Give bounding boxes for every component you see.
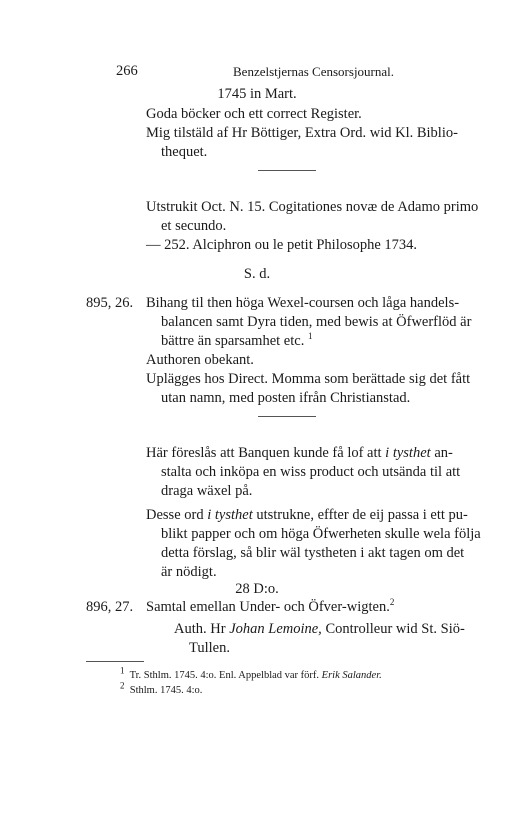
text-line: — 252. Alciphron ou le petit Philosophe 1734. [146, 237, 418, 253]
text-line: stalta och inköpa en wiss product och utsända til att [161, 464, 461, 480]
footnote [120, 665, 382, 682]
text-line: thequet. [161, 144, 208, 160]
page-number: 266 [116, 63, 138, 79]
text-span: utstrukne, effter de eij passa i ett pu- [256, 507, 468, 523]
entry-number: 896, 27. [86, 599, 134, 615]
text-line: blikt papper och om höga Öfwerheten skulle wela följa [161, 526, 481, 542]
text-line: balancen samt Dyra tiden, med bewis at Öfwerflöd är [161, 314, 472, 330]
date-heading: 28 D:o. [235, 581, 279, 597]
entry-number: 895, 26. [86, 295, 134, 311]
text-line: utan namn, med posten ifrån Christianstad. [161, 390, 411, 406]
section-heading-1745: 1745 in Mart. [217, 86, 297, 102]
text-span: Auth. Hr [174, 621, 226, 637]
text-line [161, 332, 312, 350]
text-line: Tullen. [189, 640, 230, 656]
footnote-marker: 2 [389, 597, 395, 608]
text-line: Authoren obekant. [146, 352, 254, 368]
text-line: Goda böcker och ett correct Register. [146, 106, 362, 122]
section-divider [258, 170, 316, 171]
italic-span: Erik Salander. [321, 670, 382, 681]
text-line: et secundo. [161, 218, 227, 234]
text-line: Bihang til then höga Wexel-coursen och låga handels- [146, 295, 460, 311]
footnote-marker: 1 [307, 331, 313, 342]
text-line [146, 506, 468, 524]
text-line [174, 620, 465, 638]
text-line: är nödigt. [161, 564, 217, 580]
section-heading-sd: S. d. [243, 266, 271, 282]
text-span: bättre än sparsamhet etc. [161, 333, 305, 349]
italic-span: i tysthet [207, 507, 253, 523]
text-span: Desse ord [146, 507, 204, 523]
text-span: Controlleur wid St. Siö- [325, 621, 465, 637]
text-line: Utstrukit Oct. N. 15. Cogitationes novæ de Adamo primo [146, 199, 479, 215]
running-title: Benzelstjernas Censorsjournal. [233, 64, 395, 79]
footnote-marker: 2 [120, 680, 125, 691]
section-divider [258, 416, 316, 417]
text-span: an- [434, 445, 453, 461]
text-line: draga wäxel på. [161, 483, 253, 499]
text-line: Uplägges hos Direct. Momma som berättade sig det fått [146, 371, 471, 387]
text-line [146, 598, 394, 616]
text-span: Tr. Sthlm. 1745. 4:o. Enl. Appelblad var förf. [129, 670, 320, 681]
text-span: Samtal emellan Under- och Öfver-wigten. [146, 599, 390, 615]
text-span: Här föreslås att Banquen kunde få lof att [146, 445, 382, 461]
text-line [146, 444, 453, 462]
footnote [120, 680, 203, 697]
italic-span: Johan Lemoine, [229, 621, 322, 637]
text-line: Mig tilstäld af Hr Böttiger, Extra Ord. wid Kl. Biblio- [146, 125, 458, 141]
footnote-rule [86, 661, 144, 662]
italic-span: i tysthet [385, 445, 431, 461]
text-line: detta förslag, så blir wäl tystheten i akt tagen om det [161, 545, 465, 561]
text-span: Sthlm. 1745. 4:o. [129, 685, 203, 696]
footnote-marker: 1 [120, 665, 125, 676]
